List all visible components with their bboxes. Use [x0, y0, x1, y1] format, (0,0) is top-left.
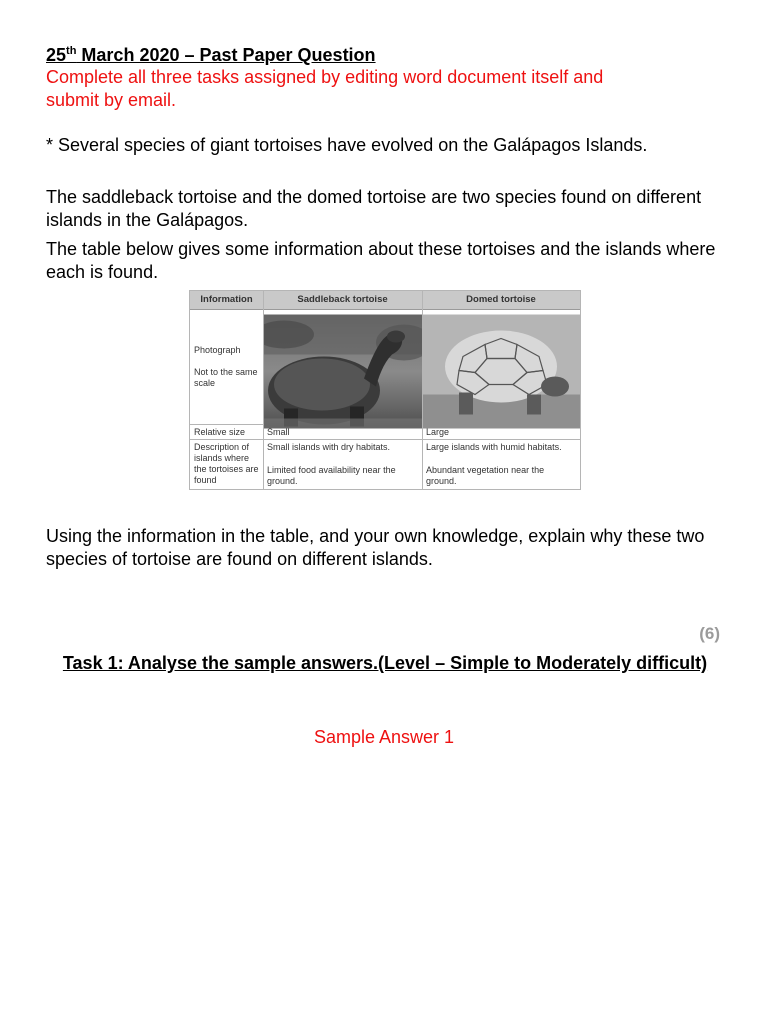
- photo-row-label: Photograph: [194, 345, 241, 355]
- description-label: Description of islands where the tortoises are found: [194, 442, 259, 485]
- tortoise-info-table: [189, 290, 581, 490]
- relative-size-label: Relative size: [194, 427, 246, 437]
- instruction-line-1: Complete all three tasks assigned by editing word document itself and: [46, 67, 604, 87]
- table-header-information: Information: [200, 294, 253, 305]
- desc-domed-vegetation: Abundant vegetation near the ground.: [426, 465, 545, 486]
- instruction-line-2: submit by email.: [46, 90, 177, 110]
- page-title: [46, 44, 376, 66]
- sample-answer-heading: Sample Answer 1: [313, 727, 455, 747]
- question-paragraph-2: The saddleback tortoise and the domed tortoise are two species found on different islands in the Galápagos.: [46, 187, 702, 230]
- scale-note: Not to the same scale: [194, 367, 258, 388]
- task1-heading: Task 1: Analyse the sample answers.(Level – Simple to Moderately difficult): [62, 653, 708, 673]
- title-rest: March 2020 – Past Paper Question: [76, 45, 376, 65]
- saddleback-tortoise-photo: [264, 310, 422, 433]
- table-divider: [190, 439, 580, 440]
- title-day-suffix: th: [66, 45, 77, 57]
- table-header-saddleback: Saddleback tortoise: [297, 294, 388, 305]
- question-intro: * Several species of giant tortoises have evolved on the Galápagos Islands.: [46, 135, 648, 155]
- desc-saddleback-habitat: Small islands with dry habitats.: [267, 442, 391, 452]
- title-day: 25: [46, 45, 67, 65]
- domed-tortoise-photo: [423, 310, 580, 433]
- relative-size-domed: Large: [426, 427, 450, 437]
- table-header-domed: Domed tortoise: [466, 294, 536, 305]
- relative-size-saddleback: Small: [267, 427, 290, 437]
- question-paragraph-3: The table below gives some information about these tortoises and the islands where each is found.: [46, 239, 716, 282]
- question-prompt: Using the information in the table, and your own knowledge, explain why these two species of tortoise are found on different islands.: [46, 526, 705, 569]
- desc-saddleback-food: Limited food availability near the ground.: [267, 465, 396, 486]
- desc-domed-habitat: Large islands with humid habitats.: [426, 442, 562, 452]
- marks-indicator: (6): [699, 624, 720, 643]
